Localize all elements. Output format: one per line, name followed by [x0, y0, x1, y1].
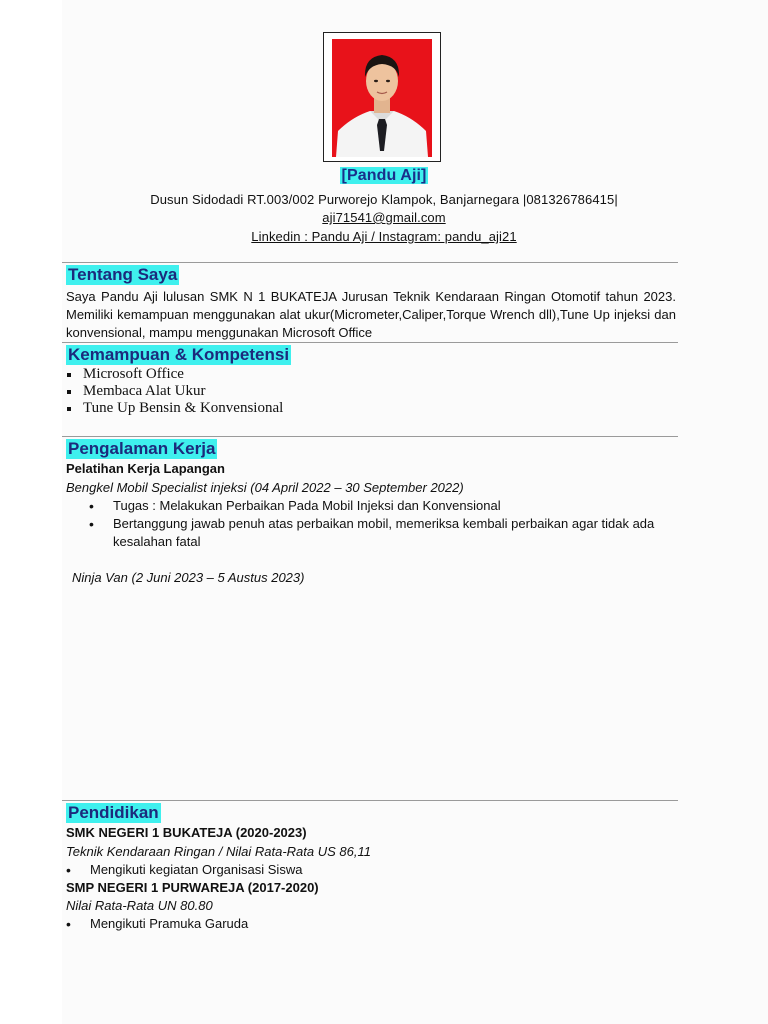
- list-item: • Mengikuti Pramuka Garuda: [66, 915, 666, 933]
- list-item: • Mengikuti kegiatan Organisasi Siswa: [66, 861, 666, 879]
- section-title-skills: Kemampuan & Kompetensi: [68, 345, 290, 364]
- school-detail: Teknik Kendaraan Ringan / Nilai Rata-Rata US 86,11: [66, 844, 371, 859]
- school-activities: [66, 861, 666, 879]
- email-link[interactable]: aji71541@gmail.com: [322, 210, 446, 225]
- section-divider: [62, 800, 678, 801]
- section-divider: [62, 262, 678, 263]
- about-text: Saya Pandu Aji lulusan SMK N 1 BUKATEJA Jurusan Teknik Kendaraan Ringan Otomotif tahun 2023. Memiliki kemampuan menggunakan alat ukur(Micrometer,Caliper,Torque Wrench dll),Tune Up injeksi dan konvensional, mampu menggunakan Microsoft Office: [66, 289, 676, 340]
- list-item: • Bertanggung jawab penuh atas perbaikan mobil, memeriksa kembali perbaikan agar tidak ada kesalahan fatal: [89, 515, 677, 551]
- social-links[interactable]: Linkedin : Pandu Aji / Instagram: pandu_aji21: [251, 229, 517, 244]
- page-margin: [0, 0, 62, 1024]
- school-activities: [66, 915, 666, 933]
- section-divider: [62, 436, 678, 437]
- portrait-image: [332, 39, 432, 157]
- school-name: SMK NEGERI 1 BUKATEJA (2020-2023): [66, 825, 307, 840]
- job-duties-list: [89, 497, 677, 551]
- job-place: Bengkel Mobil Specialist injeksi (04 April 2022 – 30 September 2022): [66, 480, 464, 495]
- section-title-about: Tentang Saya: [68, 265, 178, 284]
- skills-list: [66, 366, 283, 417]
- section-title-education: Pendidikan: [68, 803, 159, 822]
- list-item: Tune Up Bensin & Konvensional: [66, 400, 283, 417]
- section-title-experience: Pengalaman Kerja: [68, 439, 216, 458]
- section-divider: [62, 342, 678, 343]
- job-title: Pelatihan Kerja Lapangan: [66, 461, 225, 476]
- job-place: Ninja Van (2 Juni 2023 – 5 Austus 2023): [72, 570, 305, 585]
- candidate-name: [Pandu Aji]: [341, 167, 427, 184]
- address-line: Dusun Sidodadi RT.003/002 Purworejo Klampok, Banjarnegara |081326786415|: [150, 192, 618, 207]
- school-detail: Nilai Rata-Rata UN 80.80: [66, 898, 213, 913]
- list-item: Membaca Alat Ukur: [66, 383, 283, 400]
- profile-photo-frame: [323, 32, 441, 162]
- school-name: SMP NEGERI 1 PURWAREJA (2017-2020): [66, 880, 319, 895]
- list-item: Microsoft Office: [66, 366, 283, 383]
- list-item: • Tugas : Melakukan Perbaikan Pada Mobil Injeksi dan Konvensional: [89, 497, 677, 515]
- profile-photo: [332, 39, 432, 157]
